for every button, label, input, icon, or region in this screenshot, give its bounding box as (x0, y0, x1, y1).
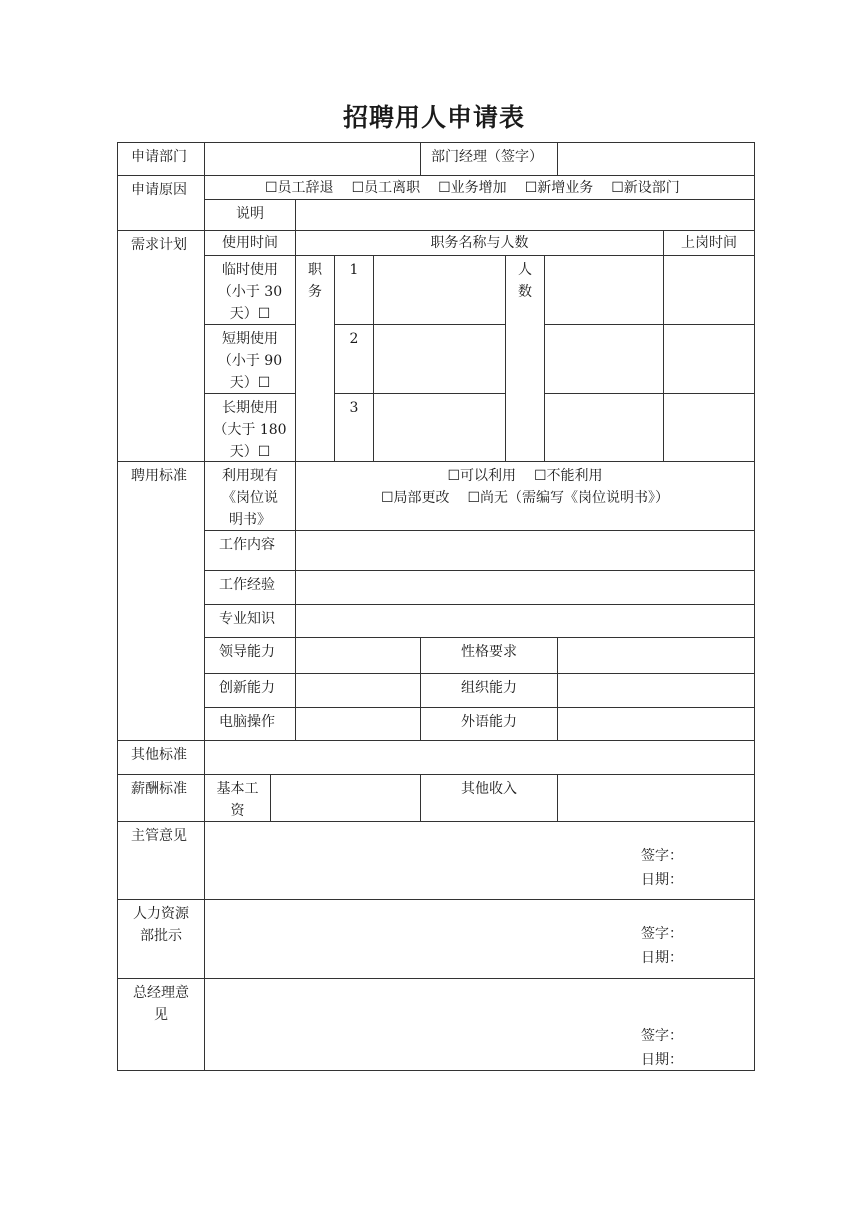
supervisor-opinion-label: 主管意见 (117, 821, 205, 900)
plan-col-position: 职务名称与人数 (295, 230, 664, 256)
reason-option-dismissal[interactable]: ☐员工辞退 (265, 179, 334, 196)
headcount-field-1[interactable] (544, 255, 664, 325)
reason-option-resignation[interactable]: ☐员工离职 (351, 179, 421, 196)
work-experience-field[interactable] (295, 570, 755, 605)
start-time-field-2[interactable] (663, 324, 755, 394)
work-experience-label: 工作经验 (204, 570, 296, 605)
gm-opinion-label: 总经理意 见 (117, 978, 205, 1071)
hr-date-label: 日期： (641, 950, 683, 966)
organization-field[interactable] (557, 673, 755, 708)
jd-options (295, 461, 755, 531)
form-title: 招聘用人申请表 (342, 103, 525, 132)
standard-label: 聘用标准 (117, 461, 205, 741)
headcount-label: 人 数 (505, 255, 545, 462)
work-content-field[interactable] (295, 530, 755, 571)
jd-option-partial-change[interactable]: ☐局部更改 (380, 490, 450, 506)
period-long-checkbox[interactable]: 天）☐ (229, 444, 271, 460)
expertise-field[interactable] (295, 604, 755, 638)
gm-opinion-field[interactable] (204, 978, 755, 1071)
reason-note-label: 说明 (204, 199, 296, 231)
jd-option-usable[interactable]: ☐可以利用 (447, 468, 516, 484)
hr-approval-label: 人力资源 部批示 (117, 899, 205, 979)
position-name-field-2[interactable] (373, 324, 506, 394)
personality-label: 性格要求 (420, 637, 558, 674)
other-standard-field[interactable] (204, 740, 755, 775)
other-standard-label: 其他标准 (117, 740, 205, 775)
innovation-field[interactable] (295, 673, 421, 708)
jd-option-unusable[interactable]: ☐不能利用 (534, 468, 603, 484)
other-income-label: 其他收入 (420, 774, 558, 822)
gm-date-label: 日期： (641, 1052, 683, 1068)
supervisor-opinion-field[interactable] (204, 821, 755, 900)
start-time-field-3[interactable] (663, 393, 755, 462)
leadership-field[interactable] (295, 637, 421, 674)
position-no-1: 1 (334, 255, 374, 325)
jd-option-none[interactable]: ☐尚无（需编写《岗位说明书》） (467, 490, 670, 506)
leadership-label: 领导能力 (204, 637, 296, 674)
hr-approval-field[interactable] (204, 899, 755, 979)
jd-label: 利用现有 《岗位说 明书》 (204, 461, 296, 531)
foreign-language-field[interactable] (557, 707, 755, 741)
position-no-3: 3 (334, 393, 374, 462)
period-short: 短期使用 （小于 90 天）☐ (204, 324, 296, 394)
manager-sign-label: 部门经理（签字） (420, 142, 558, 176)
gm-sign-label: 签字： (641, 1028, 683, 1044)
computer-field[interactable] (295, 707, 421, 741)
headcount-field-2[interactable] (544, 324, 664, 394)
period-long: 长期使用 （大于 180 天）☐ (204, 393, 296, 462)
other-income-field[interactable] (557, 774, 755, 822)
headcount-field-3[interactable] (544, 393, 664, 462)
position-label: 职 务 (295, 255, 335, 462)
reason-option-business-increase[interactable]: ☐业务增加 (438, 179, 507, 196)
position-name-field-3[interactable] (373, 393, 506, 462)
reason-note-field[interactable] (295, 199, 755, 231)
salary-label: 薪酬标准 (117, 774, 205, 822)
organization-label: 组织能力 (420, 673, 558, 708)
start-time-field-1[interactable] (663, 255, 755, 325)
supervisor-sign-label: 签字： (641, 848, 683, 864)
reason-option-new-business[interactable]: ☐新增业务 (524, 179, 594, 196)
dept-label: 申请部门 (117, 142, 205, 176)
period-short-checkbox[interactable]: 天）☐ (229, 375, 271, 391)
computer-label: 电脑操作 (204, 707, 296, 741)
position-no-2: 2 (334, 324, 374, 394)
reason-options (204, 175, 755, 200)
work-content-label: 工作内容 (204, 530, 296, 571)
period-temporary: 临时使用 （小于 30 天）☐ (204, 255, 296, 325)
manager-sign-field[interactable] (557, 142, 755, 176)
supervisor-date-label: 日期： (641, 872, 683, 888)
base-salary-field[interactable] (270, 774, 421, 822)
position-name-field-1[interactable] (373, 255, 506, 325)
base-salary-label: 基本工 资 (204, 774, 271, 822)
foreign-language-label: 外语能力 (420, 707, 558, 741)
period-temporary-checkbox[interactable]: 天）☐ (229, 306, 271, 322)
plan-label: 需求计划 (117, 230, 205, 462)
reason-label: 申请原因 (117, 175, 205, 231)
hr-sign-label: 签字： (641, 926, 683, 942)
plan-col-time: 使用时间 (204, 230, 296, 256)
reason-option-new-department[interactable]: ☐新设部门 (611, 179, 680, 196)
plan-col-start: 上岗时间 (663, 230, 755, 256)
dept-value-field[interactable] (204, 142, 421, 176)
innovation-label: 创新能力 (204, 673, 296, 708)
expertise-label: 专业知识 (204, 604, 296, 638)
personality-field[interactable] (557, 637, 755, 674)
